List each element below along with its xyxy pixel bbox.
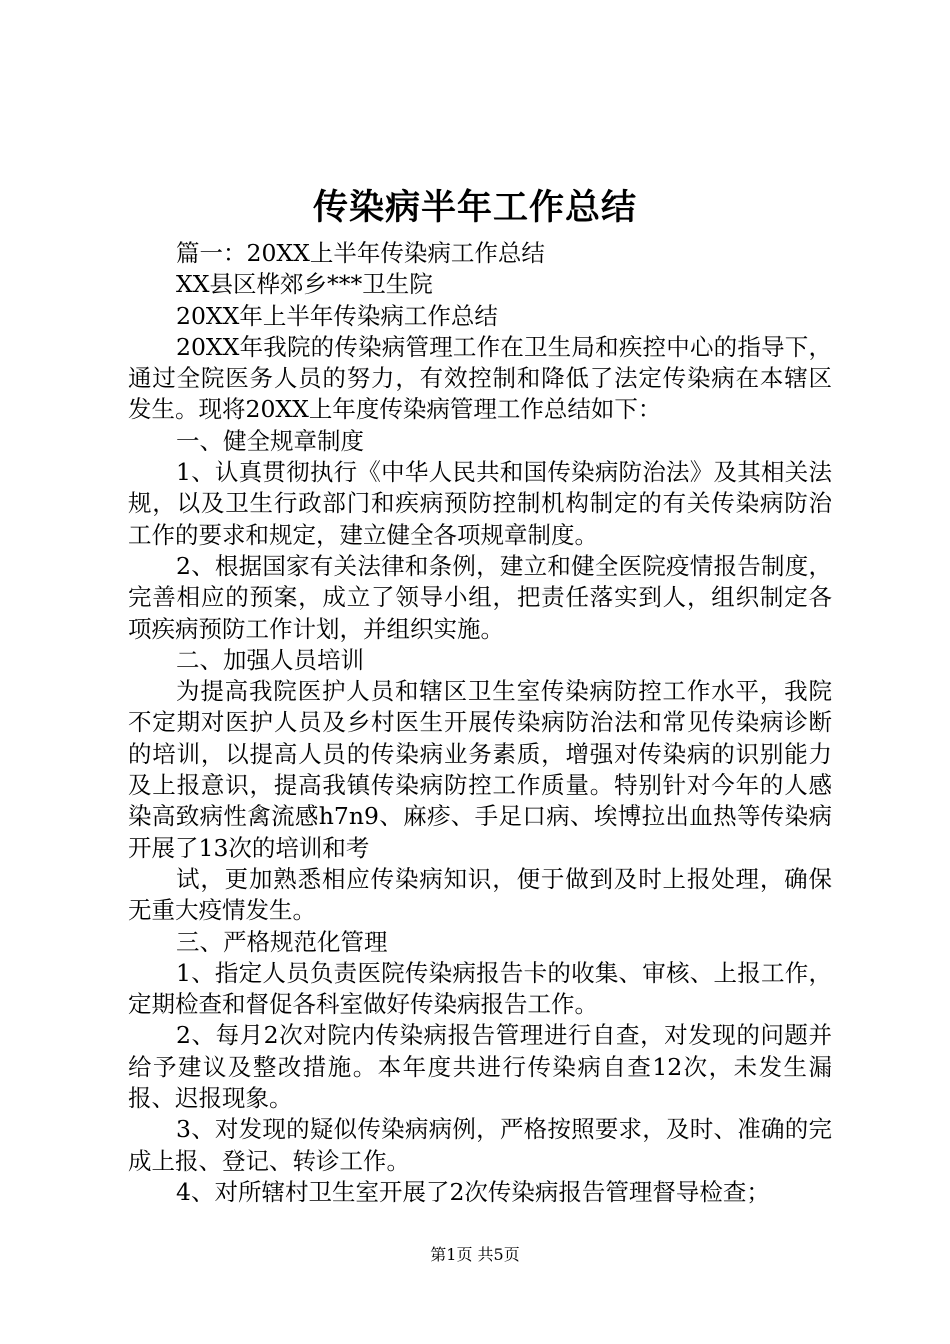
page-footer: 第1页 共5页 xyxy=(430,1245,520,1264)
paragraph-9: 为提高我院医护人员和辖区卫生室传染病防控工作水平，我院不定期对医护人员及乡村医生开展传染病防治法和常见传染病诊断的培训，以提高人员的传染病业务素质，增强对传染病的识别能力及上报意识，提高我镇传染病防控工作质量。特别针对今年的人感染高致病性禽流感h7n9、麻疹、手足口病、埃博拉出血热等传染病开展了13次的培训和考 xyxy=(128,677,832,862)
paragraph-14: 3、对发现的疑似传染病病例，严格按照要求，及时、准确的完成上报、登记、转诊工作。 xyxy=(128,1115,832,1175)
paragraph-3: 20XX年上半年传染病工作总结 xyxy=(176,301,498,330)
paragraph-2: XX县区桦郊乡***卫生院 xyxy=(176,270,433,299)
paragraph-7: 2、根据国家有关法律和条例，建立和健全医院疫情报告制度，完善相应的预案，成立了领导小组，把责任落实到人，组织制定各项疾病预防工作计划，并组织实施。 xyxy=(128,551,832,643)
section-heading-1: 一、健全规章制度 xyxy=(176,426,364,455)
paragraph-6: 1、认真贯彻执行《中华人民共和国传染病防治法》及其相关法规，以及卫生行政部门和疾病预防控制机构制定的有关传染病防治工作的要求和规定，建立健全各项规章制度。 xyxy=(128,458,832,549)
paragraph-13: 2、每月2次对院内传染病报告管理进行自查，对发现的问题并给予建议及整改措施。本年度共进行传染病自查12次，未发生漏报、迟报现象。 xyxy=(128,1021,832,1113)
document-body xyxy=(128,238,832,1208)
section-heading-3: 三、严格规范化管理 xyxy=(176,927,388,956)
section-heading-2: 二、加强人员培训 xyxy=(176,645,364,674)
paragraph-10: 试，更加熟悉相应传染病知识，便于做到及时上报处理，确保无重大疫情发生。 xyxy=(128,864,832,925)
paragraph-12: 1、指定人员负责医院传染病报告卡的收集、审核、上报工作，定期检查和督促各科室做好传染病报告工作。 xyxy=(128,958,832,1019)
paragraph-4: 20XX年我院的传染病管理工作在卫生局和疾控中心的指导下，通过全院医务人员的努力，有效控制和降低了法定传染病在本辖区发生。现将20XX上年度传染病管理工作总结如下： xyxy=(128,332,832,424)
document-title: 传染病半年工作总结 xyxy=(312,187,637,228)
paragraph-1: 篇一：20XX上半年传染病工作总结 xyxy=(176,239,545,267)
paragraph-15: 4、对所辖村卫生室开展了2次传染病报告管理督导检查； xyxy=(176,1177,770,1206)
